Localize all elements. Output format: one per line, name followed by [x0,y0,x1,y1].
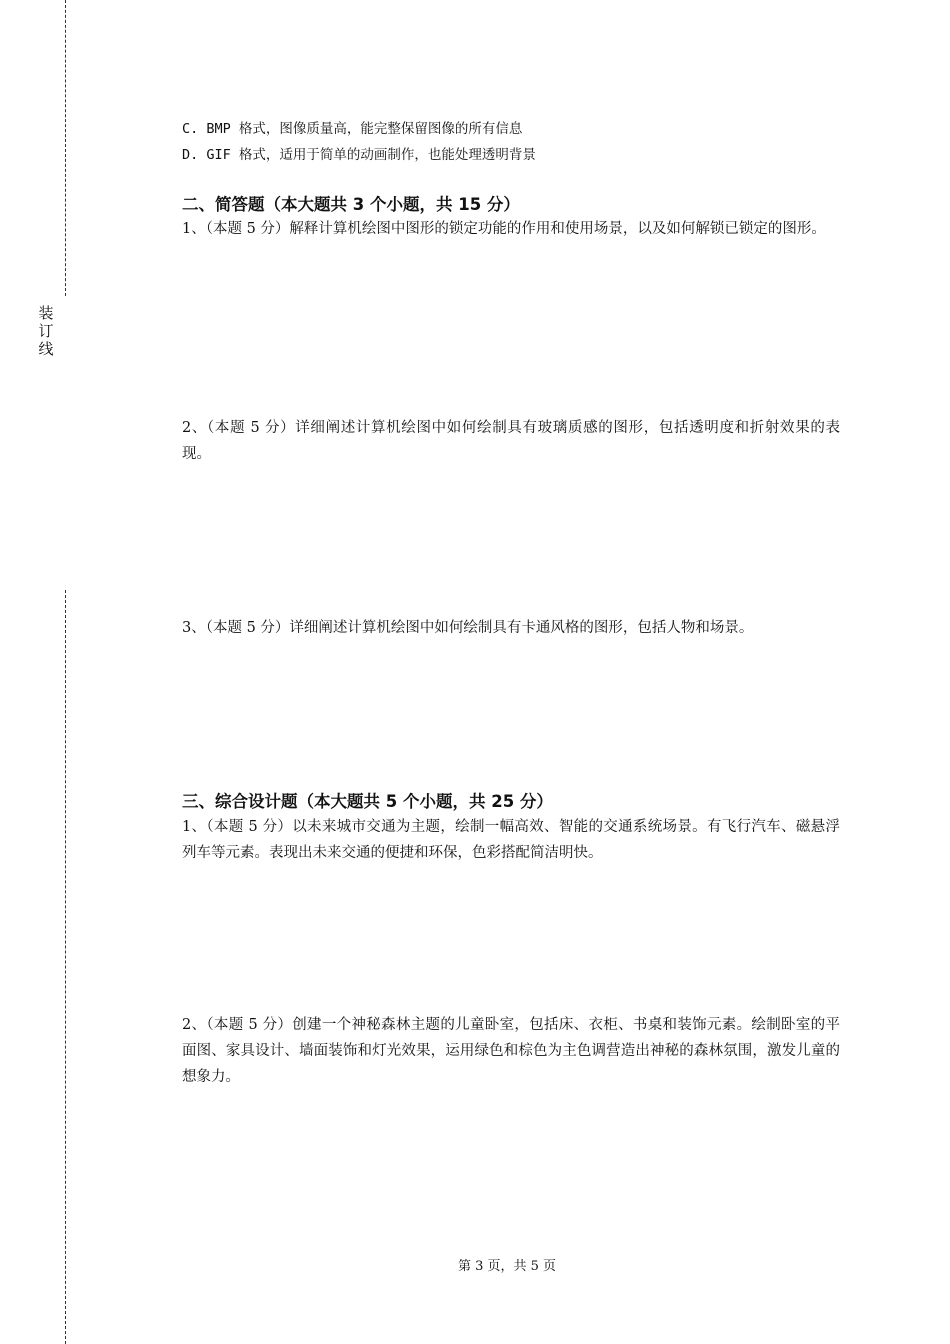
question-2-3: 3、（本题 5 分）详细阐述计算机绘图中如何绘制具有卡通风格的图形，包括人物和场景。 [182,620,754,636]
option-d: D. GIF 格式，适用于简单的动画制作，也能处理透明背景 [182,147,536,163]
binding-label [36,304,56,358]
question-2-2: 2、（本题 5 分）详细阐述计算机绘图中如何绘制具有玻璃质感的图形，包括透明度和折射效果的表现。 [182,420,840,462]
binding-char: 线 [38,340,54,358]
option-c: C. BMP 格式，图像质量高，能完整保留图像的所有信息 [182,121,523,137]
page-footer [0,1256,950,1278]
question-2-1: 1、（本题 5 分）解释计算机绘图中图形的锁定功能的作用和使用场景，以及如何解锁已锁定的图形。 [182,221,826,237]
binding-char: 订 [38,322,54,340]
question-3-2: 2、（本题 5 分）创建一个神秘森林主题的儿童卧室，包括床、衣柜、书桌和装饰元素。绘制卧室的平面图、家具设计、墙面装饰和灯光效果，运用绿色和棕色为主色调营造出神秘的森林氛围，激发儿童的想象力。 [182,1017,840,1085]
page-number: 第 3 页，共 5 页 [457,1259,557,1274]
section-2-heading: 二、简答题（本大题共 3 个小题，共 15 分） [182,195,520,214]
binding-char: 装 [38,304,54,322]
binding-dashed-line-top [65,0,66,296]
section-3-heading: 三、综合设计题（本大题共 5 个小题，共 25 分） [182,792,553,811]
binding-dashed-line-bottom [65,590,66,1344]
question-3-1: 1、（本题 5 分）以未来城市交通为主题，绘制一幅高效、智能的交通系统场景。有飞行汽车、磁悬浮列车等元素。表现出未来交通的便捷和环保，色彩搭配简洁明快。 [182,819,840,861]
